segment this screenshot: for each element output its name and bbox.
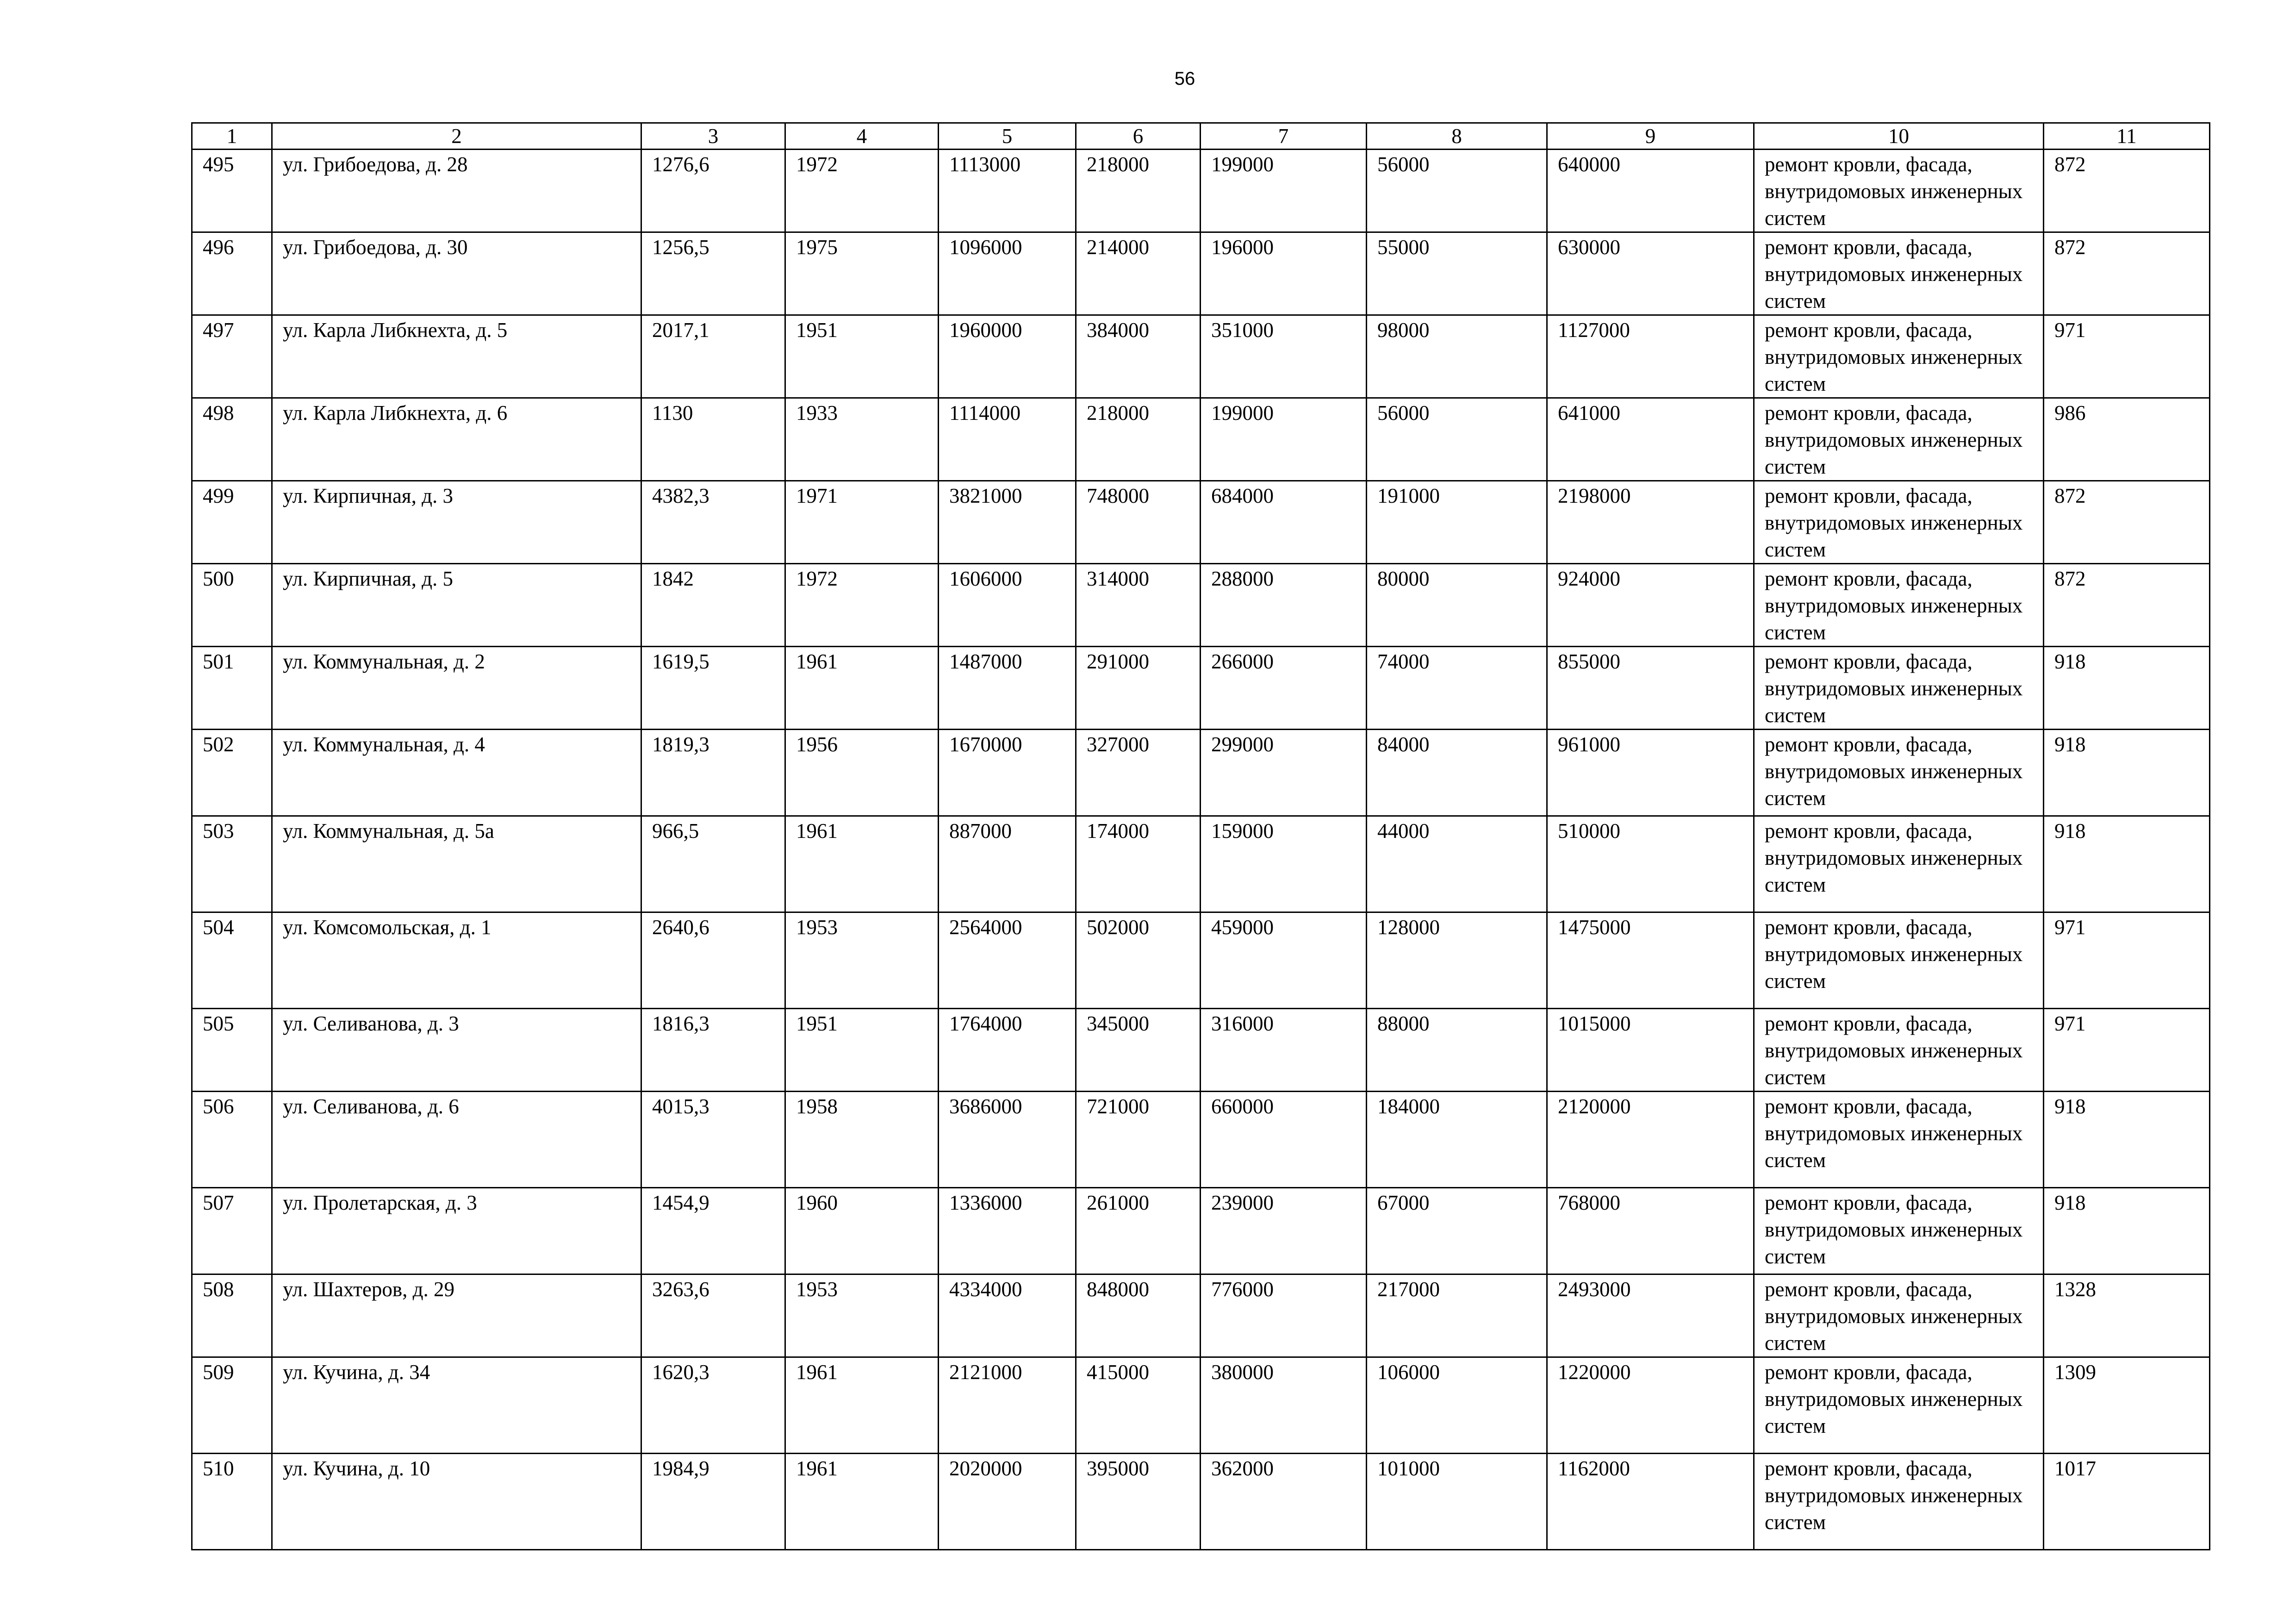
- cost-col7-cell: 776000: [1201, 1274, 1367, 1357]
- row-number: 507: [192, 1188, 272, 1274]
- cost-col8-cell: 191000: [1367, 481, 1547, 564]
- cost-col9-cell: 510000: [1547, 816, 1754, 912]
- row-number: 495: [192, 150, 272, 232]
- cost-col6-cell: 174000: [1076, 816, 1201, 912]
- area-cell: 1984,9: [641, 1454, 785, 1550]
- cost-col7-cell: 266000: [1201, 647, 1367, 730]
- work-type-cell: ремонт кровли, фасада, внутридомовых инженерных систем: [1754, 564, 2044, 647]
- address-cell: ул. Пролетарская, д. 3: [272, 1188, 641, 1274]
- address-cell: ул. Грибоедова, д. 28: [272, 150, 641, 232]
- cost-col8-cell: 56000: [1367, 398, 1547, 481]
- area-cell: 1256,5: [641, 232, 785, 315]
- address-cell: ул. Грибоедова, д. 30: [272, 232, 641, 315]
- rate-cell: 971: [2044, 912, 2210, 1009]
- cost-col7-cell: 459000: [1201, 912, 1367, 1009]
- rate-cell: 918: [2044, 730, 2210, 816]
- cost-col6-cell: 291000: [1076, 647, 1201, 730]
- address-cell: ул. Коммунальная, д. 4: [272, 730, 641, 816]
- cost-col9-cell: 1015000: [1547, 1009, 1754, 1092]
- cost-col6-cell: 502000: [1076, 912, 1201, 1009]
- column-number-11: 11: [2044, 123, 2210, 150]
- cost-col6-cell: 214000: [1076, 232, 1201, 315]
- area-cell: 1620,3: [641, 1357, 785, 1454]
- work-type-cell: ремонт кровли, фасада, внутридомовых инженерных систем: [1754, 1092, 2044, 1188]
- address-cell: ул. Кирпичная, д. 3: [272, 481, 641, 564]
- cost-col9-cell: 1127000: [1547, 315, 1754, 398]
- rate-cell: 971: [2044, 1009, 2210, 1092]
- table-row: [192, 1274, 2210, 1357]
- cost-col7-cell: 159000: [1201, 816, 1367, 912]
- work-type-cell: ремонт кровли, фасада, внутридомовых инженерных систем: [1754, 1274, 2044, 1357]
- area-cell: 3263,6: [641, 1274, 785, 1357]
- address-cell: ул. Селиванова, д. 3: [272, 1009, 641, 1092]
- rate-cell: 986: [2044, 398, 2210, 481]
- area-cell: 1816,3: [641, 1009, 785, 1092]
- year-cell: 1958: [785, 1092, 939, 1188]
- cost-col9-cell: 2120000: [1547, 1092, 1754, 1188]
- rate-cell: 1328: [2044, 1274, 2210, 1357]
- cost-total-cell: 3821000: [939, 481, 1076, 564]
- cost-col6-cell: 218000: [1076, 398, 1201, 481]
- year-cell: 1953: [785, 1274, 939, 1357]
- area-cell: 966,5: [641, 816, 785, 912]
- row-number: 504: [192, 912, 272, 1009]
- area-cell: 4015,3: [641, 1092, 785, 1188]
- row-number: 498: [192, 398, 272, 481]
- cost-col8-cell: 98000: [1367, 315, 1547, 398]
- area-cell: 1276,6: [641, 150, 785, 232]
- area-cell: 1842: [641, 564, 785, 647]
- year-cell: 1971: [785, 481, 939, 564]
- column-number-5: 5: [939, 123, 1076, 150]
- cost-col6-cell: 314000: [1076, 564, 1201, 647]
- rate-cell: 1309: [2044, 1357, 2210, 1454]
- row-number: 499: [192, 481, 272, 564]
- row-number: 509: [192, 1357, 272, 1454]
- cost-col9-cell: 768000: [1547, 1188, 1754, 1274]
- cost-total-cell: 1670000: [939, 730, 1076, 816]
- area-cell: 1819,3: [641, 730, 785, 816]
- table-row: [192, 564, 2210, 647]
- cost-total-cell: 1096000: [939, 232, 1076, 315]
- year-cell: 1961: [785, 1454, 939, 1550]
- rate-cell: 918: [2044, 1092, 2210, 1188]
- cost-col9-cell: 1162000: [1547, 1454, 1754, 1550]
- cost-col9-cell: 640000: [1547, 150, 1754, 232]
- page-number: 56: [1174, 69, 1195, 89]
- area-cell: 1130: [641, 398, 785, 481]
- cost-col7-cell: 199000: [1201, 150, 1367, 232]
- table-row: [192, 730, 2210, 816]
- row-number: 503: [192, 816, 272, 912]
- cost-col6-cell: 218000: [1076, 150, 1201, 232]
- cost-total-cell: 4334000: [939, 1274, 1076, 1357]
- cost-col6-cell: 748000: [1076, 481, 1201, 564]
- rate-cell: 918: [2044, 1188, 2210, 1274]
- cost-col8-cell: 67000: [1367, 1188, 1547, 1274]
- table-row: [192, 481, 2210, 564]
- cost-col9-cell: 641000: [1547, 398, 1754, 481]
- cost-col9-cell: 2198000: [1547, 481, 1754, 564]
- row-number: 510: [192, 1454, 272, 1550]
- cost-total-cell: 1113000: [939, 150, 1076, 232]
- cost-total-cell: 1487000: [939, 647, 1076, 730]
- cost-col6-cell: 395000: [1076, 1454, 1201, 1550]
- column-number-row: [192, 123, 2210, 150]
- cost-total-cell: 1336000: [939, 1188, 1076, 1274]
- cost-col9-cell: 2493000: [1547, 1274, 1754, 1357]
- table-row: [192, 1092, 2210, 1188]
- cost-total-cell: 1764000: [939, 1009, 1076, 1092]
- work-type-cell: ремонт кровли, фасада, внутридомовых инженерных систем: [1754, 315, 2044, 398]
- table-row: [192, 647, 2210, 730]
- row-number: 508: [192, 1274, 272, 1357]
- work-type-cell: ремонт кровли, фасада, внутридомовых инженерных систем: [1754, 1357, 2044, 1454]
- cost-col6-cell: 261000: [1076, 1188, 1201, 1274]
- area-cell: 2017,1: [641, 315, 785, 398]
- table-row: [192, 150, 2210, 232]
- address-cell: ул. Карла Либкнехта, д. 6: [272, 398, 641, 481]
- address-cell: ул. Кучина, д. 34: [272, 1357, 641, 1454]
- cost-col9-cell: 1475000: [1547, 912, 1754, 1009]
- cost-col9-cell: 855000: [1547, 647, 1754, 730]
- year-cell: 1975: [785, 232, 939, 315]
- row-number: 500: [192, 564, 272, 647]
- work-type-cell: ремонт кровли, фасада, внутридомовых инженерных систем: [1754, 398, 2044, 481]
- cost-col7-cell: 362000: [1201, 1454, 1367, 1550]
- cost-col9-cell: 924000: [1547, 564, 1754, 647]
- cost-col6-cell: 848000: [1076, 1274, 1201, 1357]
- column-number-9: 9: [1547, 123, 1754, 150]
- cost-col6-cell: 721000: [1076, 1092, 1201, 1188]
- table-row: [192, 1009, 2210, 1092]
- cost-col8-cell: 128000: [1367, 912, 1547, 1009]
- column-number-2: 2: [272, 123, 641, 150]
- table-body: [192, 150, 2210, 1550]
- table-row: [192, 1188, 2210, 1274]
- row-number: 501: [192, 647, 272, 730]
- column-number-3: 3: [641, 123, 785, 150]
- work-type-cell: ремонт кровли, фасада, внутридомовых инженерных систем: [1754, 816, 2044, 912]
- cost-col8-cell: 84000: [1367, 730, 1547, 816]
- rate-cell: 872: [2044, 481, 2210, 564]
- cost-col7-cell: 196000: [1201, 232, 1367, 315]
- row-number: 497: [192, 315, 272, 398]
- cost-col7-cell: 299000: [1201, 730, 1367, 816]
- cost-col7-cell: 316000: [1201, 1009, 1367, 1092]
- table-row: [192, 912, 2210, 1009]
- rate-cell: 872: [2044, 564, 2210, 647]
- cost-col7-cell: 380000: [1201, 1357, 1367, 1454]
- cost-col7-cell: 288000: [1201, 564, 1367, 647]
- area-cell: 1619,5: [641, 647, 785, 730]
- year-cell: 1961: [785, 816, 939, 912]
- cost-col7-cell: 351000: [1201, 315, 1367, 398]
- repair-schedule-table: [191, 122, 2210, 1550]
- work-type-cell: ремонт кровли, фасада, внутридомовых инженерных систем: [1754, 150, 2044, 232]
- address-cell: ул. Коммунальная, д. 2: [272, 647, 641, 730]
- table-row: [192, 398, 2210, 481]
- cost-col9-cell: 630000: [1547, 232, 1754, 315]
- cost-col6-cell: 345000: [1076, 1009, 1201, 1092]
- year-cell: 1961: [785, 1357, 939, 1454]
- cost-total-cell: 1606000: [939, 564, 1076, 647]
- cost-total-cell: 1114000: [939, 398, 1076, 481]
- cost-col8-cell: 74000: [1367, 647, 1547, 730]
- rate-cell: 918: [2044, 816, 2210, 912]
- cost-col8-cell: 88000: [1367, 1009, 1547, 1092]
- rate-cell: 872: [2044, 150, 2210, 232]
- address-cell: ул. Кирпичная, д. 5: [272, 564, 641, 647]
- cost-total-cell: 2121000: [939, 1357, 1076, 1454]
- rate-cell: 971: [2044, 315, 2210, 398]
- cost-col8-cell: 101000: [1367, 1454, 1547, 1550]
- work-type-cell: ремонт кровли, фасада, внутридомовых инженерных систем: [1754, 1454, 2044, 1550]
- year-cell: 1933: [785, 398, 939, 481]
- cost-col7-cell: 239000: [1201, 1188, 1367, 1274]
- address-cell: ул. Селиванова, д. 6: [272, 1092, 641, 1188]
- area-cell: 2640,6: [641, 912, 785, 1009]
- row-number: 496: [192, 232, 272, 315]
- year-cell: 1951: [785, 315, 939, 398]
- cost-col8-cell: 184000: [1367, 1092, 1547, 1188]
- work-type-cell: ремонт кровли, фасада, внутридомовых инженерных систем: [1754, 481, 2044, 564]
- cost-col7-cell: 199000: [1201, 398, 1367, 481]
- work-type-cell: ремонт кровли, фасада, внутридомовых инженерных систем: [1754, 647, 2044, 730]
- year-cell: 1951: [785, 1009, 939, 1092]
- column-number-10: 10: [1754, 123, 2044, 150]
- work-type-cell: ремонт кровли, фасада, внутридомовых инженерных систем: [1754, 1009, 2044, 1092]
- table-row: [192, 232, 2210, 315]
- year-cell: 1960: [785, 1188, 939, 1274]
- year-cell: 1972: [785, 564, 939, 647]
- cost-total-cell: 2564000: [939, 912, 1076, 1009]
- address-cell: ул. Кучина, д. 10: [272, 1454, 641, 1550]
- address-cell: ул. Комсомольская, д. 1: [272, 912, 641, 1009]
- cost-col6-cell: 384000: [1076, 315, 1201, 398]
- year-cell: 1961: [785, 647, 939, 730]
- cost-total-cell: 887000: [939, 816, 1076, 912]
- table-row: [192, 1357, 2210, 1454]
- rate-cell: 872: [2044, 232, 2210, 315]
- address-cell: ул. Карла Либкнехта, д. 5: [272, 315, 641, 398]
- cost-col9-cell: 961000: [1547, 730, 1754, 816]
- area-cell: 1454,9: [641, 1188, 785, 1274]
- column-number-1: 1: [192, 123, 272, 150]
- cost-total-cell: 3686000: [939, 1092, 1076, 1188]
- cost-col7-cell: 684000: [1201, 481, 1367, 564]
- work-type-cell: ремонт кровли, фасада, внутридомовых инженерных систем: [1754, 1188, 2044, 1274]
- year-cell: 1972: [785, 150, 939, 232]
- table-row: [192, 315, 2210, 398]
- rate-cell: 1017: [2044, 1454, 2210, 1550]
- year-cell: 1956: [785, 730, 939, 816]
- cost-col6-cell: 327000: [1076, 730, 1201, 816]
- table-row: [192, 816, 2210, 912]
- cost-col7-cell: 660000: [1201, 1092, 1367, 1188]
- cost-total-cell: 1960000: [939, 315, 1076, 398]
- year-cell: 1953: [785, 912, 939, 1009]
- cost-total-cell: 2020000: [939, 1454, 1076, 1550]
- column-number-6: 6: [1076, 123, 1201, 150]
- cost-col8-cell: 55000: [1367, 232, 1547, 315]
- cost-col6-cell: 415000: [1076, 1357, 1201, 1454]
- cost-col9-cell: 1220000: [1547, 1357, 1754, 1454]
- cost-col8-cell: 56000: [1367, 150, 1547, 232]
- address-cell: ул. Коммунальная, д. 5а: [272, 816, 641, 912]
- cost-col8-cell: 217000: [1367, 1274, 1547, 1357]
- address-cell: ул. Шахтеров, д. 29: [272, 1274, 641, 1357]
- work-type-cell: ремонт кровли, фасада, внутридомовых инженерных систем: [1754, 730, 2044, 816]
- cost-col8-cell: 80000: [1367, 564, 1547, 647]
- row-number: 506: [192, 1092, 272, 1188]
- table-row: [192, 1454, 2210, 1550]
- row-number: 505: [192, 1009, 272, 1092]
- column-number-4: 4: [785, 123, 939, 150]
- work-type-cell: ремонт кровли, фасада, внутридомовых инженерных систем: [1754, 232, 2044, 315]
- row-number: 502: [192, 730, 272, 816]
- work-type-cell: ремонт кровли, фасада, внутридомовых инженерных систем: [1754, 912, 2044, 1009]
- column-number-8: 8: [1367, 123, 1547, 150]
- column-number-7: 7: [1201, 123, 1367, 150]
- cost-col8-cell: 44000: [1367, 816, 1547, 912]
- rate-cell: 918: [2044, 647, 2210, 730]
- cost-col8-cell: 106000: [1367, 1357, 1547, 1454]
- area-cell: 4382,3: [641, 481, 785, 564]
